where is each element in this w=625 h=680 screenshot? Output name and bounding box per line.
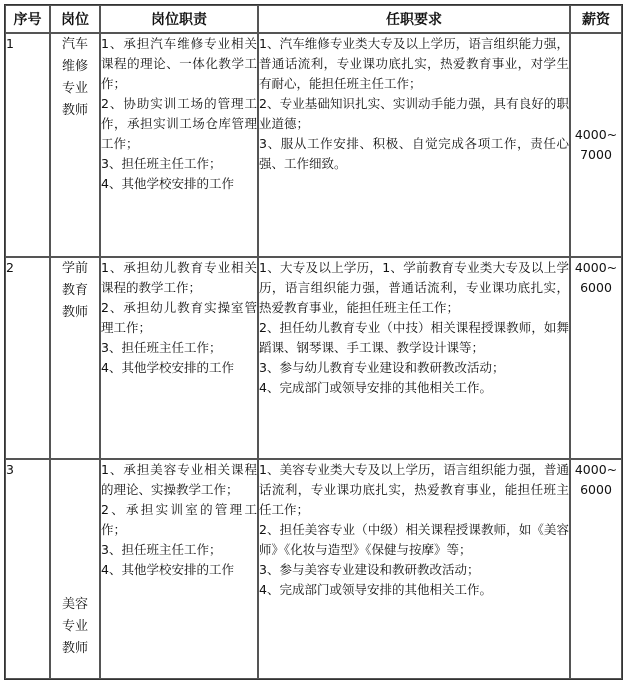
salary-line: 7000 — [580, 147, 612, 162]
salary-line: 4000~ — [574, 462, 618, 477]
position-title-line: 教师 — [61, 103, 88, 118]
table-row — [5, 33, 622, 257]
duty-item: 2、承担幼儿教育实操室管理工作； — [101, 300, 257, 335]
duty-item: 3、担任班主任工作； — [101, 340, 222, 355]
duty-item: 4、其他学校安排的工作 — [101, 176, 234, 191]
row-duties — [100, 257, 258, 459]
row-duties — [100, 33, 258, 257]
salary-line: 4000~ — [574, 260, 618, 275]
position-title-line: 教育 — [61, 283, 88, 298]
row-position-title — [50, 459, 100, 679]
row-seq: 3 — [5, 459, 50, 679]
position-title-line: 专业 — [61, 619, 88, 634]
duty-item: 1、承担幼儿教育专业相关课程的教学工作； — [101, 260, 257, 295]
table-row — [5, 257, 622, 459]
header-position: 岗位 — [50, 5, 100, 33]
duty-item: 4、其他学校安排的工作 — [101, 360, 234, 375]
duty-item: 2、协助实训工场的管理工作，承担实训工场仓库管理工作； — [101, 96, 257, 151]
requirement-item: 1、汽车维修专业类大专及以上学历，语言组织能力强，普通话流利，专业课功底扎实，热爱教育事业，对学生有耐心，能担任班主任工作； — [259, 36, 569, 91]
header-requirements: 任职要求 — [258, 5, 570, 33]
duty-item: 2、承担实训室的管理工作； — [101, 502, 257, 537]
duty-item: 1、承担美容专业相关课程的理论、实操教学工作； — [101, 462, 257, 497]
header-salary: 薪资 — [570, 5, 622, 33]
duty-item: 3、担任班主任工作； — [101, 542, 222, 557]
row-requirements — [258, 33, 570, 257]
position-title-line: 教师 — [61, 641, 88, 656]
requirement-item: 3、参与幼儿教育专业建设和教研教改活动； — [259, 360, 505, 375]
row-duties — [100, 459, 258, 679]
row-seq: 1 — [5, 33, 50, 257]
position-title-line: 维修 — [61, 59, 88, 74]
salary-line: 6000 — [580, 280, 612, 295]
requirement-item: 4、完成部门或领导安排的其他相关工作。 — [259, 582, 492, 597]
row-position-title — [50, 257, 100, 459]
row-requirements — [258, 257, 570, 459]
requirement-item: 2、担任幼儿教育专业（中技）相关课程授课教师，如舞蹈课、钢琴课、手工课、教学设计课等； — [259, 320, 569, 355]
row-salary — [570, 33, 622, 257]
requirement-item: 3、服从工作安排、积极、自觉完成各项工作，责任心强、工作细致。 — [259, 136, 569, 171]
position-title-line: 专业 — [61, 81, 88, 96]
row-position-title — [50, 33, 100, 257]
position-title-line: 汽车 — [61, 37, 88, 52]
row-salary — [570, 459, 622, 679]
requirement-item: 2、专业基础知识扎实、实训动手能力强，具有良好的职业道德； — [259, 96, 569, 131]
requirement-item: 2、担任美容专业（中级）相关课程授课教师，如《美容师》《化妆与造型》《保健与按摩》等； — [259, 522, 569, 557]
row-salary — [570, 257, 622, 459]
header-duties: 岗位职责 — [100, 5, 258, 33]
row-seq: 2 — [5, 257, 50, 459]
header-row — [5, 5, 622, 33]
duty-item: 4、其他学校安排的工作 — [101, 562, 234, 577]
salary-line: 4000~ — [574, 127, 618, 142]
position-title-line: 学前 — [61, 261, 88, 276]
position-title-line: 教师 — [61, 305, 88, 320]
requirement-item: 4、完成部门或领导安排的其他相关工作。 — [259, 380, 492, 395]
header-seq: 序号 — [5, 5, 50, 33]
table-row — [5, 459, 622, 679]
row-requirements — [258, 459, 570, 679]
position-title-line: 美容 — [61, 597, 88, 612]
requirement-item: 1、大专及以上学历，1、学前教育专业类大专及以上学历，语言组织能力强，普通话流利，专业课功底扎实，热爱教育事业，能担任班主任工作； — [259, 260, 569, 315]
salary-line: 6000 — [580, 482, 612, 497]
duty-item: 3、担任班主任工作； — [101, 156, 222, 171]
requirement-item: 3、参与美容专业建设和教研教改活动； — [259, 562, 480, 577]
job-posting-table — [4, 4, 623, 680]
duty-item: 1、承担汽车维修专业相关课程的理论、一体化教学工作； — [101, 36, 257, 91]
requirement-item: 1、美容专业类大专及以上学历，语言组织能力强，普通话流利，专业课功底扎实，热爱教育事业，能担任班主任工作； — [259, 462, 569, 517]
